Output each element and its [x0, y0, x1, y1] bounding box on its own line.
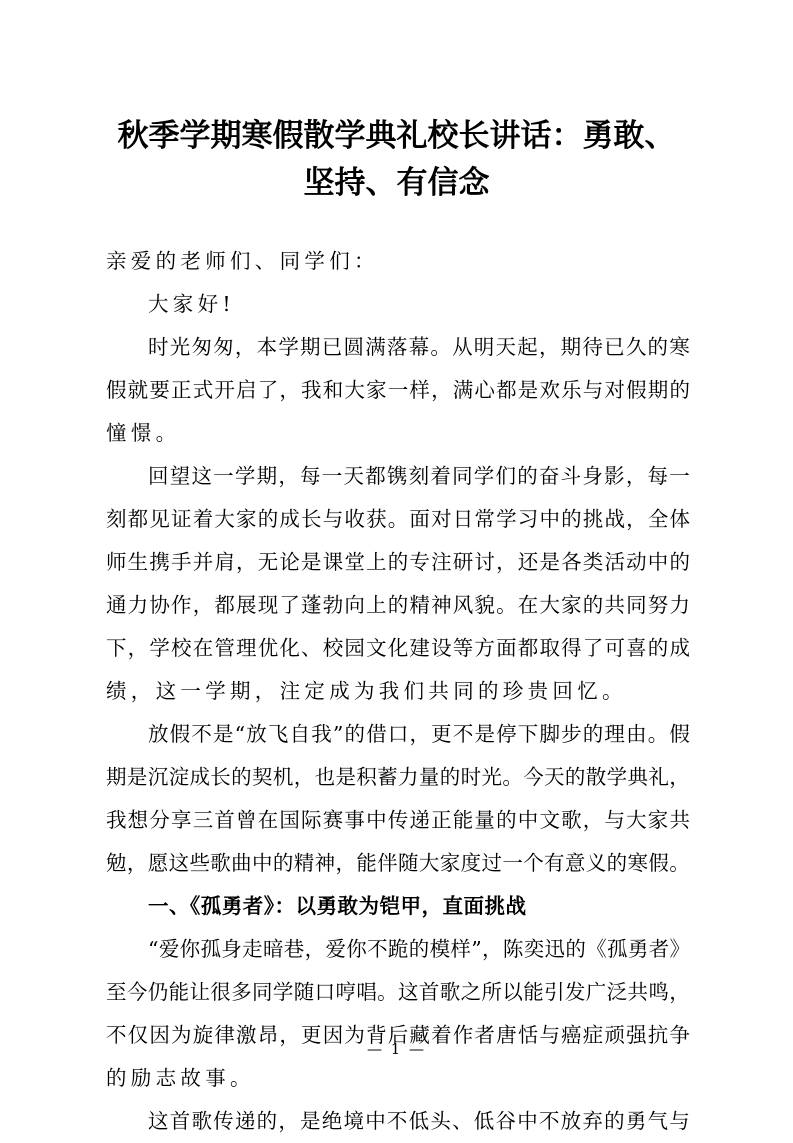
page-number: — 1 —: [366, 1040, 427, 1058]
paragraph-line: 放 假 不 是 “ 放 飞 自 我 ” 的 借 口 ， 更 不 是 停 下 脚 步 的 理 由 。 假: [148, 722, 690, 746]
paragraph-line: 下 ， 学 校 在 管 理 优 化 、 校 园 文 化 建 设 等 方 面 都 取 得 了 可 喜 的 成: [106, 636, 690, 660]
title-line-2: 坚持、有信念: [303, 165, 490, 201]
document-body: [106, 240, 690, 1143]
paragraph-line: 亲爱的老师们、同学们：: [106, 249, 379, 273]
paragraph-line: 我 想 分 享 三 首 曾 在 国 际 赛 事 中 传 递 正 能 量 的 中 文 歌 ， 与 大 家 共: [106, 808, 690, 832]
paragraph-line: 不 仅 因 为 旋 律 激 昂 ， 更 因 为 背 后 藏 着 作 者 唐 恬 与 癌 症 顽 强 抗 争: [106, 1023, 690, 1047]
paragraph-line: 师 生 携 手 并 肩 ， 无 论 是 课 堂 上 的 专 注 研 讨 ， 还 是 各 类 活 动 中 的: [106, 550, 690, 574]
paragraph-line: 憧憬。: [106, 421, 181, 445]
paragraph-line: 绩，这一学期，注定成为我们共同的珍贵回忆。: [106, 679, 627, 703]
paragraph-line: “ 爱 你 孤 身 走 暗 巷 ， 爱 你 不 跪 的 模 样 ” ， 陈 奕 迅 的 《 孤 勇 者 》: [148, 937, 690, 961]
paragraph-line: 刻 都 见 证 着 大 家 的 成 长 与 收 获 。 面 对 日 常 学 习 中 的 挑 战 ， 全 体: [106, 507, 690, 531]
paragraph-line: 期 是 沉 淀 成 长 的 契 机 ， 也 是 积 蓄 力 量 的 时 光 。 今 天 的 散 学 典 礼 ，: [106, 765, 690, 789]
paragraph-line: 大家好!: [148, 292, 235, 316]
paragraph-line: 回 望 这 一 学 期 ， 每 一 天 都 镌 刻 着 同 学 们 的 奋 斗 身 影 ， 每 一: [148, 464, 690, 488]
paragraph-line: 勉 ， 愿 这 些 歌 曲 中 的 精 神 ， 能 伴 随 大 家 度 过 一 个 有 意 义 的 寒 假 。: [106, 851, 690, 875]
document-title: [96, 113, 697, 207]
paragraph-line: 这 首 歌 传 递 的 ， 是 绝 境 中 不 低 头 、 低 谷 中 不 放 弃 的 勇 气 与: [148, 1109, 690, 1133]
paragraph-line: 至 今 仍 能 让 很 多 同 学 随 口 哼 唱 。 这 首 歌 之 所 以 能 引 发 广 泛 共 鸣 ，: [106, 980, 690, 1004]
paragraph-line: 通 力 协 作 ， 都 展 现 了 蓬 勃 向 上 的 精 神 风 貌 。 在 大 家 的 共 同 努 力: [106, 593, 690, 617]
paragraph-line: 的励志故事。: [106, 1066, 255, 1090]
paragraph-line: 时 光 匆 匆 ， 本 学 期 已 圆 满 落 幕 。 从 明 天 起 ， 期 待 已 久 的 寒: [148, 335, 690, 359]
paragraph-line: 假 就 要 正 式 开 启 了 ， 我 和 大 家 一 样 ， 满 心 都 是 欢 乐 与 对 假 期 的: [106, 378, 690, 402]
section-heading: 一、《孤勇者》：以勇敢为铠甲，直面挑战: [148, 894, 527, 918]
title-line-1: 秋季学期寒假散学典礼校长讲话：勇敢、: [117, 118, 676, 154]
